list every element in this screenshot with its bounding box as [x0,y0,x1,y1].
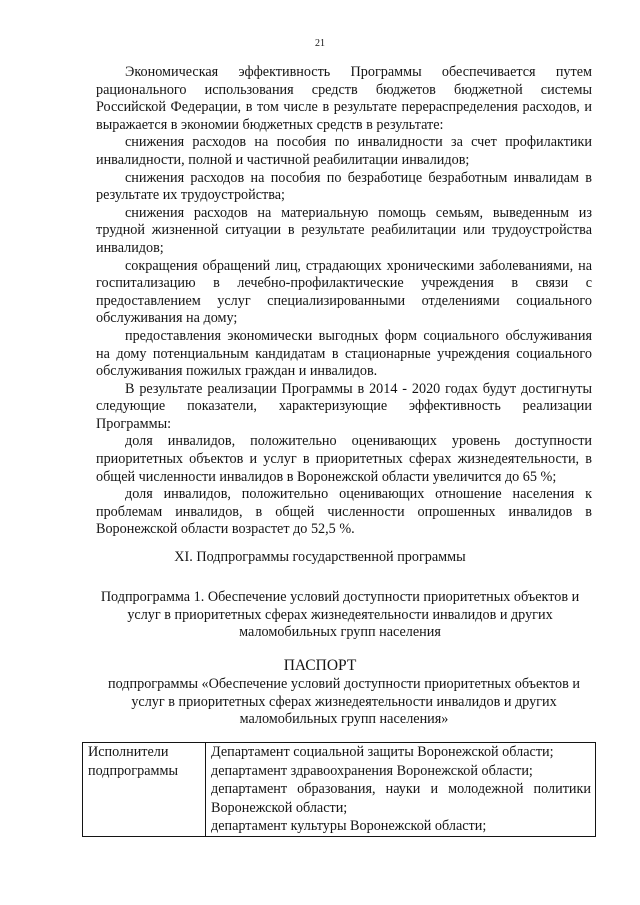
executor-item: департамент образования, науки и молодежной политики Воронежской области; [211,781,591,816]
subprogram-title: Подпрограмма 1. Обеспечение условий доступности приоритетных объектов и услуг в приоритетных сферах жизнедеятельности инвалидов и других маломобильных групп населения [100,589,580,641]
table-cell-label: Исполнители подпрограммы [83,743,206,837]
paragraph-home-service: предоставления экономически выгодных форм социального обслуживания на дому потенциальным кандидатам в стационарные учреждения социального обслуживания пожилых граждан и инвалидов. [96,327,592,380]
paragraph-hospitalization: сокращения обращений лиц, страдающих хроническими заболеваниями, на госпитализацию в лечебно-профилактические учреждения в связи с предоставлением услуг специализированными отделениями социального обслуживания на дому; [96,257,592,327]
table-row [83,743,596,837]
executor-item: департамент культуры Воронежской области; [211,818,487,834]
passport-table [82,742,596,837]
paragraph-indicator-attitude: доля инвалидов, положительно оценивающих отношение населения к проблемам инвалидов, в общей численности опрошенных инвалидов в Воронежской области возрастет до 52,5 %. [96,486,592,538]
executor-item: департамент здравоохранения Воронежской области; [211,762,533,779]
paragraph-material-aid: снижения расходов на материальную помощь семьям, выведенным из трудной жизненной ситуации в результате реабилитации или трудоустройства инвалидов; [96,204,592,256]
paragraph-results-intro: В результате реализации Программы в 2014 - 2020 годах будут достигнуты следующие показатели, характеризующие эффективность реализации Программы: [96,380,592,432]
paragraph-disability-benefits: снижения расходов на пособия по инвалидности за счет профилактики инвалидности, полной и частичной реабилитации инвалидов; [96,134,592,168]
executor-item: Департамент социальной защиты Воронежской области; [211,744,554,760]
body-text [96,64,592,539]
passport-title: ПАСПОРТ [283,657,357,674]
section-heading: XI. Подпрограммы государственной программы [174,549,466,565]
page-number: 21 [315,38,325,49]
table-cell-value [206,743,596,837]
paragraph-efficiency-intro: Экономическая эффективность Программы обеспечивается путем рационального использования средств бюджетов бюджетной системы Российской Федерации, в том числе в результате перераспределения расходов, и выражается в экономии бюджетных средств в результате: [96,64,592,133]
paragraph-unemployment-benefits: снижения расходов на пособия по безработице безработным инвалидам в результате их трудоустройства; [96,169,592,204]
passport-subtitle: подпрограммы «Обеспечение условий доступности приоритетных объектов и услуг в приоритетных сферах жизнедеятельности инвалидов и других маломобильных групп населения» [108,676,580,728]
paragraph-indicator-accessibility: доля инвалидов, положительно оценивающих уровень доступности приоритетных объектов и услуг в приоритетных сферах жизнедеятельности, в общей численности инвалидов в Воронежской области увеличится до 65 %; [96,433,592,485]
